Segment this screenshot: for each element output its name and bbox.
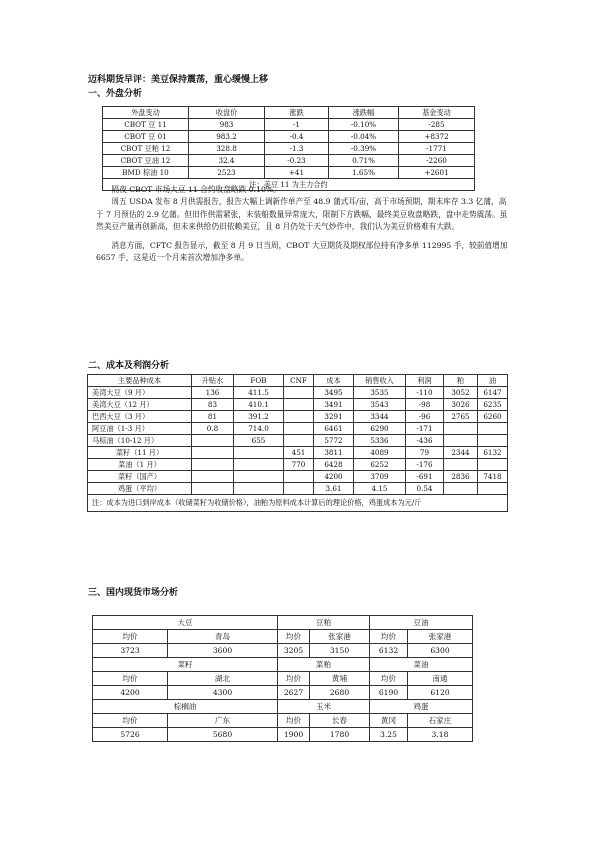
group-cell: 豆粕 [278,616,370,630]
table-cell: 巴西大豆（3 月） [88,411,192,423]
table-cell: 2680 [310,686,370,700]
table-cell: CBOT 豆粕 12 [103,143,189,155]
group-cell: 菜粕 [278,658,370,672]
table-cell: 6147 [478,387,508,399]
table-cell: 6190 [370,686,408,700]
table-cell: 3291 [314,411,354,423]
table-cell: 79 [406,447,444,459]
table-cell [478,483,508,495]
table-row [88,483,508,495]
table-group-row [93,616,473,630]
sub-header-cell: 均价 [370,630,408,644]
header-cell: 涨跌 [265,107,329,119]
group-cell: 鸡蛋 [370,700,473,714]
table-cell: 3535 [354,387,406,399]
table-note: 注：美豆 11 为主力合约 [103,179,475,191]
table-row [93,686,473,700]
table-cell [234,471,284,483]
table-cell [478,435,508,447]
table-note: 注：成本为进口到岸成本（收储菜籽为收储价格），油粕为原料成本计算后的理论价格，鸡蛋成本为元/斤 [88,495,508,512]
table-sub-header-row [93,630,473,644]
table-cell: 3026 [444,399,478,411]
table-cell: -285 [399,119,475,131]
overseas-market-table [102,106,475,191]
table-cell: -176 [406,459,444,471]
table-cell: 6235 [478,399,508,411]
sub-header-cell: 均价 [370,672,408,686]
header-cell: 油 [478,375,508,387]
table-row [93,728,473,742]
table-cell: 6428 [314,459,354,471]
table-cell: 4200 [93,686,168,700]
doc-title: 迈科期货早评：美豆保持震荡，重心缓慢上移 [88,75,269,85]
table-cell: 4300 [168,686,278,700]
paragraph: 周五 USDA 发布 8 月供需报告，报告大幅上调新作单产至 48.9 蒲式耳/亩，高于市场预期，期末库存 3.3 亿蒲，高于 7 月预估的 2.9 亿蒲。但旧作供需紧张，未装船数量异常庞大，限制下方跌幅，最终美豆收盘略跌，盘中走势震荡。虽然美豆产量再创新高，但未来供给仍旧依赖美豆，且 8 月仍处于天气炒作中，我们认为美豆价格难有大跌。 [96,197,508,232]
table-cell: 5336 [354,435,406,447]
table-cell [192,459,234,471]
table-cell: 6120 [408,686,473,700]
table-cell: 菜籽（11 月） [88,447,192,459]
sub-header-cell: 均价 [278,630,310,644]
table-cell: 6132 [370,644,408,658]
table-cell: -0.23 [265,155,329,167]
header-cell: 成本 [314,375,354,387]
header-cell: 收盘价 [189,107,265,119]
table-cell: 3491 [314,399,354,411]
table-cell: BMD 棕油 10 [103,167,189,179]
table-cell: 3.18 [408,728,473,742]
table-cell: 5680 [168,728,278,742]
table-sub-header-row [93,672,473,686]
table-row [103,155,475,167]
table-cell: 2627 [278,686,310,700]
header-cell: 主要品种成本 [88,375,192,387]
group-cell: 菜籽 [93,658,278,672]
table-cell: 3495 [314,387,354,399]
table-cell [234,447,284,459]
table-cell: 6260 [478,411,508,423]
table-row [88,411,508,423]
section-3-heading: 三、国内现货市场分析 [88,588,179,598]
sub-header-cell: 均价 [278,672,310,686]
table-cell [192,435,234,447]
table-cell [284,423,314,435]
header-cell: CNF [284,375,314,387]
table-row [88,459,508,471]
section-2-heading: 二、成本及利润分析 [88,361,170,371]
paragraph: 隔夜 CBOT 市场大豆 11 合约收盘略跌 0.10%。 [111,185,281,194]
table-cell: 1.65% [329,167,399,179]
table-cell: 7418 [478,471,508,483]
sub-header-cell: 黄冈 [370,714,408,728]
table-cell: 0.8 [192,423,234,435]
header-cell: 外盘变动 [103,107,189,119]
table-cell: CBOT 豆油 12 [103,155,189,167]
table-cell: 鸡蛋（平均） [88,483,192,495]
table-group-row [93,658,473,672]
analysis-text [96,184,510,264]
group-cell: 棕榈油 [93,700,278,714]
sub-header-cell: 南通 [408,672,473,686]
table-cell: 3344 [354,411,406,423]
table-cell [284,387,314,399]
table-cell [234,483,284,495]
sub-header-cell: 均价 [93,714,168,728]
table-cell: 3811 [314,447,354,459]
table-cell: 马棕油（10-12 月） [88,435,192,447]
table-cell: 6300 [408,644,473,658]
table-cell: 4200 [314,471,354,483]
table-cell: -1 [265,119,329,131]
table-cell [192,471,234,483]
table-cell: 2836 [444,471,478,483]
table-row [103,119,475,131]
table-cell: 391.2 [234,411,284,423]
sub-header-cell: 黄埔 [310,672,370,686]
table-cell: 655 [234,435,284,447]
cost-profit-table [87,374,508,512]
table-cell: 5726 [93,728,168,742]
table-cell [284,399,314,411]
sub-header-cell: 均价 [93,630,168,644]
table-cell [234,459,284,471]
table-cell: 411.5 [234,387,284,399]
table-group-row [93,700,473,714]
table-cell: 83 [192,399,234,411]
header-cell: 涨跌幅 [329,107,399,119]
table-cell: 32.4 [189,155,265,167]
table-cell: 3600 [168,644,278,658]
section-1-heading: 一、外盘分析 [88,89,143,99]
group-cell: 菜油 [370,658,473,672]
header-cell: FOB [234,375,284,387]
sub-header-cell: 张家港 [310,630,370,644]
table-header-row [103,107,475,119]
table-row [103,131,475,143]
table-cell: -0.04% [329,131,399,143]
table-row [88,423,508,435]
table-cell: 3.25 [370,728,408,742]
table-cell: +41 [265,167,329,179]
table-cell: 3205 [278,644,310,658]
table-cell [192,483,234,495]
header-cell: 基金变动 [399,107,475,119]
table-cell: 451 [284,447,314,459]
table-cell: 3.61 [314,483,354,495]
table-cell: 3723 [93,644,168,658]
table-cell: 3052 [444,387,478,399]
table-cell: -1.3 [265,143,329,155]
sub-header-cell: 均价 [93,672,168,686]
group-cell: 大豆 [93,616,278,630]
table-cell: 阿豆油（1-3 月） [88,423,192,435]
table-cell: 3150 [310,644,370,658]
table-cell: 3709 [354,471,406,483]
table-cell: 2765 [444,411,478,423]
table-cell: 美湾大豆（12 月） [88,399,192,411]
spot-market-table [92,615,473,742]
table-cell: -0.4 [265,131,329,143]
table-row [93,644,473,658]
table-cell: 0.54 [406,483,444,495]
table-cell: 1900 [278,728,310,742]
table-cell [478,423,508,435]
sub-header-cell: 青岛 [168,630,278,644]
header-cell: 升贴水 [192,375,234,387]
sub-header-cell: 张家港 [408,630,473,644]
table-cell: 菜籽（国产） [88,471,192,483]
table-row [88,447,508,459]
table-cell [284,483,314,495]
table-cell: -1771 [399,143,475,155]
table-cell: -0.39% [329,143,399,155]
table-cell: 770 [284,459,314,471]
group-cell: 玉米 [278,700,370,714]
table-row [88,471,508,483]
table-cell [478,459,508,471]
sub-header-cell: 长春 [310,714,370,728]
table-cell [444,459,478,471]
table-header-row [88,375,508,387]
table-cell [284,471,314,483]
table-sub-header-row [93,714,473,728]
sub-header-cell: 广东 [168,714,278,728]
sub-header-cell: 均价 [278,714,310,728]
table-row [88,435,508,447]
header-cell: 粕 [444,375,478,387]
table-cell: 菜油（1 月） [88,459,192,471]
table-cell: 81 [192,411,234,423]
table-cell: 6290 [354,423,406,435]
table-cell [444,423,478,435]
table-cell: 2523 [189,167,265,179]
table-cell: 983.2 [189,131,265,143]
table-cell: 4089 [354,447,406,459]
table-cell [284,435,314,447]
table-cell [444,435,478,447]
table-cell: +8372 [399,131,475,143]
table-cell: -98 [406,399,444,411]
table-cell: 3543 [354,399,406,411]
table-cell: 136 [192,387,234,399]
table-cell: -691 [406,471,444,483]
header-cell: 销售收入 [354,375,406,387]
table-cell: 983 [189,119,265,131]
group-cell: 豆油 [370,616,473,630]
table-cell: 714.0 [234,423,284,435]
table-cell [444,483,478,495]
table-row [103,167,475,179]
table-row [88,387,508,399]
header-cell: 利润 [406,375,444,387]
table-cell: +2601 [399,167,475,179]
table-cell: CBOT 豆 11 [103,119,189,131]
table-cell: 2344 [444,447,478,459]
table-row [103,143,475,155]
table-cell [284,411,314,423]
table-cell: -110 [406,387,444,399]
table-cell: 6461 [314,423,354,435]
table-cell: 1780 [310,728,370,742]
table-cell: CBOT 豆 01 [103,131,189,143]
table-cell: 美湾大豆（9 月） [88,387,192,399]
table-cell: 328.8 [189,143,265,155]
table-cell: 5772 [314,435,354,447]
table-cell: 6132 [478,447,508,459]
table-cell: 6252 [354,459,406,471]
table-row [88,399,508,411]
paragraph: 消息方面，CFTC 报告显示，截至 8 月 9 日当周，CBOT 大豆期货及期权部位持有净多单 112995 手，较前值增加 6657 手，这是近一个月来首次增加净多单。 [96,240,508,263]
table-cell: -0.10% [329,119,399,131]
table-note-row [88,495,508,512]
table-cell: 410.1 [234,399,284,411]
sub-header-cell: 石家庄 [408,714,473,728]
table-cell: -2260 [399,155,475,167]
table-cell: 4.15 [354,483,406,495]
table-cell: -171 [406,423,444,435]
table-cell: -436 [406,435,444,447]
table-cell: -96 [406,411,444,423]
table-cell [192,447,234,459]
table-cell: 0.71% [329,155,399,167]
sub-header-cell: 湖北 [168,672,278,686]
